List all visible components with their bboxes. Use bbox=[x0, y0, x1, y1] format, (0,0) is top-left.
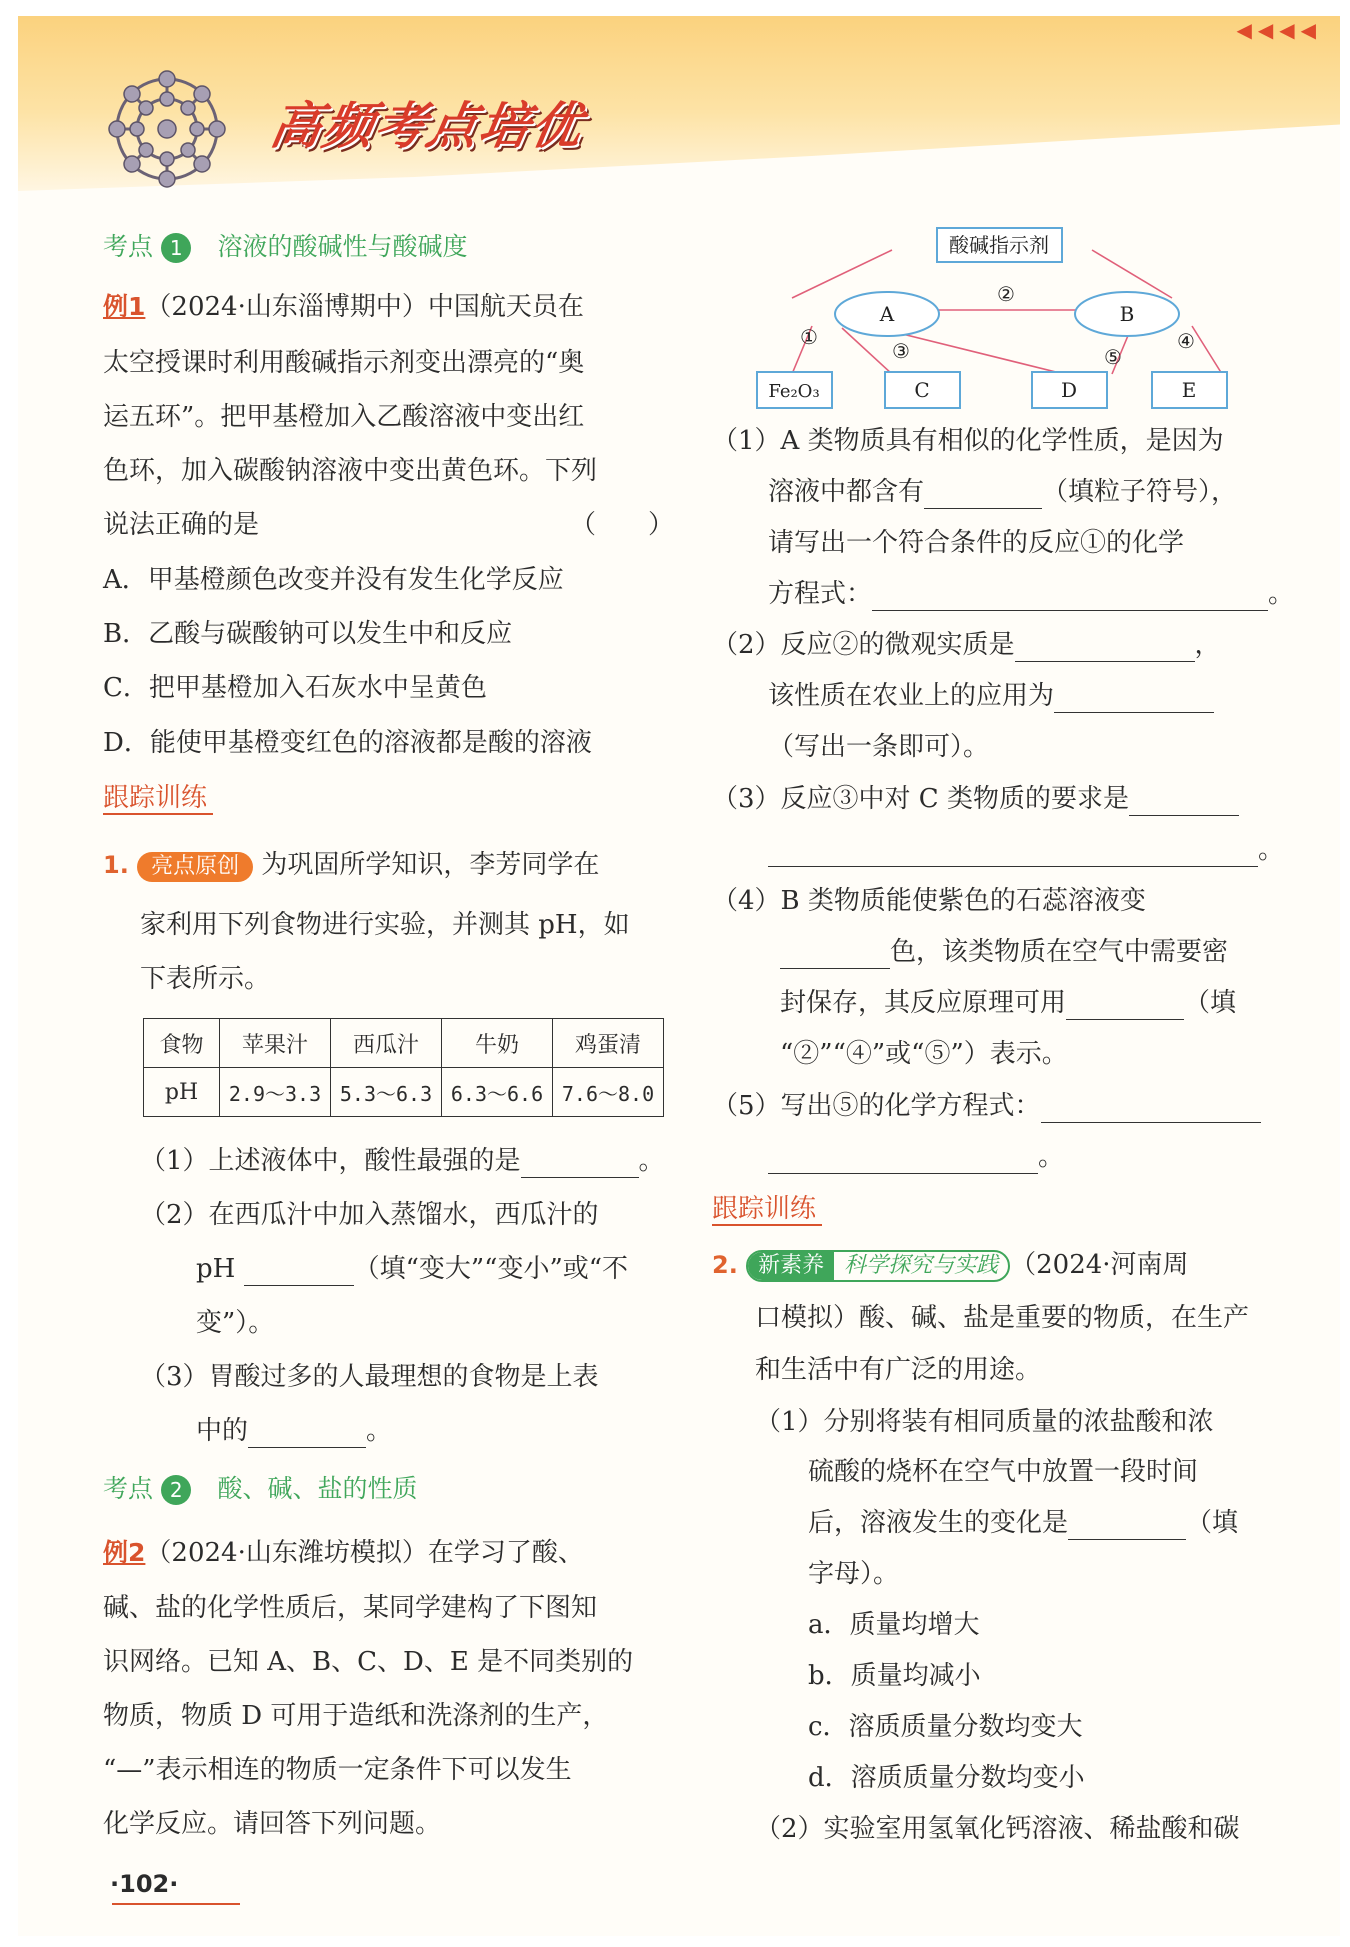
edge-label-2: ② bbox=[997, 282, 1015, 306]
question-2-line-1: 2. 新素养 科学探究与实践 （2024·河南周 bbox=[712, 1250, 1189, 1280]
right-q4-line-d: “②”“④”或“⑤”）表示。 bbox=[780, 1039, 1068, 1069]
question-2-sub-1a: （1）分别将装有相同质量的浓盐酸和浓 bbox=[755, 1407, 1214, 1437]
table-cell: 6.3～6.6 bbox=[442, 1068, 553, 1117]
right-q2-line-c: （写出一条即可）。 bbox=[768, 732, 990, 762]
answer-blank[interactable] bbox=[1066, 989, 1184, 1020]
node-a-label: A bbox=[879, 302, 895, 326]
example-2-line-2: 碱、盐的化学性质后，某同学建构了下图知 bbox=[103, 1593, 598, 1623]
answer-paren: （ ） bbox=[570, 510, 675, 540]
table-cell: 7.6～8.0 bbox=[553, 1068, 664, 1117]
page-number-underline bbox=[112, 1903, 240, 1905]
option-a: a．质量均增大 bbox=[808, 1610, 980, 1640]
edge-label-4: ④ bbox=[1177, 329, 1195, 353]
question-2-line-2: 口模拟）酸、碱、盐是重要的物质，在生产 bbox=[755, 1303, 1250, 1333]
right-q3-line-b: 。 bbox=[768, 833, 1284, 867]
question-1-sub-3b: 中的 。 bbox=[196, 1416, 393, 1446]
question-1-sub-2a: （2）在西瓜汁中加入蒸馏水，西瓜汁的 bbox=[140, 1200, 599, 1230]
right-q4-line-c: 封保存，其反应原理可用 （填 bbox=[780, 988, 1237, 1018]
table-header-cell: 鸡蛋清 bbox=[553, 1019, 664, 1068]
right-q2-line-b: 该性质在农业上的应用为 bbox=[768, 679, 1214, 713]
answer-blank[interactable] bbox=[248, 1417, 366, 1448]
question-2-sub-1d: 字母）。 bbox=[808, 1559, 900, 1589]
table-header-cell: 牛奶 bbox=[442, 1019, 553, 1068]
kaodian-1-heading bbox=[103, 230, 468, 264]
table-row bbox=[144, 1068, 664, 1117]
edge-label-3: ③ bbox=[892, 339, 910, 363]
table-header-cell: 苹果汁 bbox=[220, 1019, 331, 1068]
answer-blank[interactable] bbox=[1068, 1509, 1186, 1540]
option-d: d．溶质质量分数均变小 bbox=[808, 1763, 1085, 1793]
question-1-line-2: 家利用下列食物进行实验，并测其 pH，如 bbox=[140, 910, 630, 940]
answer-blank[interactable] bbox=[1015, 631, 1195, 662]
table-cell: 2.9～3.3 bbox=[220, 1068, 331, 1117]
table-cell: pH bbox=[144, 1068, 220, 1117]
answer-blank[interactable] bbox=[768, 836, 1258, 867]
example-1-line-4: 色环，加入碳酸钠溶液中变出黄色环。下列 bbox=[103, 456, 598, 486]
option-b: B．乙酸与碳酸钠可以发生中和反应 bbox=[103, 619, 513, 649]
corner-arrows: ◀◀◀◀ bbox=[1236, 18, 1322, 42]
highlight-tag: 亮点原创 bbox=[137, 852, 253, 882]
question-1-sub-2c: 变”）。 bbox=[196, 1308, 275, 1338]
answer-blank[interactable] bbox=[1054, 682, 1214, 713]
question-1-line-1: 1. 亮点原创 为巩固所学知识，李芳同学在 bbox=[103, 850, 600, 880]
node-fe2o3-label: Fe₂O₃ bbox=[768, 381, 820, 402]
right-q3-line-a: （3）反应③中对 C 类物质的要求是 bbox=[712, 782, 1239, 816]
option-a: A．甲基橙颜色改变并没有发生化学反应 bbox=[103, 565, 564, 595]
question-1-sub-2b: pH （填“变大”“变小”或“不 bbox=[196, 1254, 629, 1284]
node-e-label: E bbox=[1181, 378, 1197, 402]
knowledge-network-diagram bbox=[752, 226, 1292, 416]
example-1-line-3: 运五环”。把甲基橙加入乙酸溶液中变出红 bbox=[103, 402, 585, 432]
answer-blank[interactable] bbox=[521, 1147, 639, 1178]
kaodian-label: 考点 bbox=[103, 1474, 154, 1503]
question-2-sub-1c: 后，溶液发生的变化是 （填 bbox=[808, 1508, 1239, 1538]
ph-table bbox=[143, 1018, 664, 1117]
literacy-tag: 新素养 科学探究与实践 bbox=[746, 1250, 1010, 1282]
question-1-sub-1: （1）上述液体中，酸性最强的是 。 bbox=[140, 1146, 665, 1176]
example-1-line-1: 例1（2024·山东淄博期中）中国航天员在 bbox=[103, 292, 584, 322]
example-2-line-6: 化学反应。请回答下列问题。 bbox=[103, 1809, 442, 1839]
right-q4-line-a: （4）B 类物质能使紫色的石蕊溶液变 bbox=[712, 886, 1146, 916]
kaodian-title: 酸、碱、盐的性质 bbox=[217, 1474, 418, 1503]
training-heading-2: 跟踪训练 bbox=[712, 1192, 822, 1226]
right-q1-line-a: （1）A 类物质具有相似的化学性质，是因为 bbox=[712, 426, 1224, 456]
node-b-label: B bbox=[1119, 302, 1135, 326]
table-cell: 5.3～6.3 bbox=[331, 1068, 442, 1117]
answer-blank[interactable] bbox=[244, 1255, 354, 1286]
example-2-tag: 例2 bbox=[103, 1538, 146, 1567]
right-q5-line-a: （5）写出⑤的化学方程式： bbox=[712, 1089, 1261, 1123]
right-q2-line-a: （2）反应②的微观实质是 ， bbox=[712, 630, 1221, 660]
table-header-cell: 西瓜汁 bbox=[331, 1019, 442, 1068]
node-d-label: D bbox=[1060, 378, 1078, 402]
answer-blank[interactable] bbox=[780, 938, 890, 969]
example-2-line-4: 物质，物质 D 可用于造纸和洗涤剂的生产， bbox=[103, 1701, 609, 1731]
kaodian-title: 溶液的酸碱性与酸碱度 bbox=[217, 232, 468, 261]
example-1-line-2: 太空授课时利用酸碱指示剂变出漂亮的“奥 bbox=[103, 348, 585, 378]
answer-blank[interactable] bbox=[1041, 1092, 1261, 1123]
example-1-line-5: 说法正确的是 bbox=[103, 510, 260, 540]
page-number: ·102· bbox=[110, 1870, 179, 1898]
answer-blank[interactable] bbox=[1129, 785, 1239, 816]
kaodian-label: 考点 bbox=[103, 232, 154, 261]
right-q1-line-d: 方程式： 。 bbox=[768, 579, 1295, 609]
node-c-label: C bbox=[914, 378, 930, 402]
question-1-number: 1. bbox=[103, 851, 129, 879]
right-q1-line-b: 溶液中都含有 （填粒子符号）， bbox=[768, 477, 1238, 507]
answer-blank[interactable] bbox=[872, 580, 1268, 611]
question-2-sub-1b: 硫酸的烧杯在空气中放置一段时间 bbox=[808, 1457, 1199, 1487]
kaodian-number: 1 bbox=[161, 233, 191, 263]
example-2-line-5: “—”表示相连的物质一定条件下可以发生 bbox=[103, 1755, 572, 1785]
indicator-label: 酸碱指示剂 bbox=[949, 233, 1049, 257]
answer-blank[interactable] bbox=[924, 478, 1042, 509]
table-row bbox=[144, 1019, 664, 1068]
question-1-sub-3a: （3）胃酸过多的人最理想的食物是上表 bbox=[140, 1362, 599, 1392]
question-2-line-3: 和生活中有广泛的用途。 bbox=[755, 1355, 1042, 1385]
question-2-number: 2. bbox=[712, 1251, 738, 1279]
example-2-line-3: 识网络。已知 A、B、C、D、E 是不同类别的 bbox=[103, 1647, 634, 1677]
option-c: c．溶质质量分数均变大 bbox=[808, 1712, 1083, 1742]
answer-blank[interactable] bbox=[768, 1143, 1038, 1174]
edge-label-1: ① bbox=[800, 325, 818, 349]
training-heading-1: 跟踪训练 bbox=[103, 781, 213, 815]
example-1-tag: 例1 bbox=[103, 292, 146, 321]
option-c: C．把甲基橙加入石灰水中呈黄色 bbox=[103, 673, 487, 703]
right-q5-line-b: 。 bbox=[768, 1140, 1064, 1174]
page-title: 高频考点培优 bbox=[266, 97, 589, 155]
option-d: D．能使甲基橙变红色的溶液都是酸的溶液 bbox=[103, 728, 592, 758]
question-1-line-3: 下表所示。 bbox=[140, 964, 271, 994]
right-q1-line-c: 请写出一个符合条件的反应①的化学 bbox=[768, 528, 1185, 558]
option-b: b．质量均减小 bbox=[808, 1661, 981, 1691]
example-2-line-1: 例2（2024·山东潍坊模拟）在学习了酸、 bbox=[103, 1538, 584, 1568]
fullerene-molecule-icon bbox=[102, 64, 232, 194]
question-2-sub-2: （2）实验室用氢氧化钙溶液、稀盐酸和碳 bbox=[755, 1814, 1240, 1844]
right-q4-line-b: 色，该类物质在空气中需要密 bbox=[780, 935, 1228, 969]
edge-label-5: ⑤ bbox=[1104, 345, 1122, 369]
kaodian-2-heading bbox=[103, 1472, 418, 1506]
kaodian-number: 2 bbox=[161, 1475, 191, 1505]
table-header-cell: 食物 bbox=[144, 1019, 220, 1068]
